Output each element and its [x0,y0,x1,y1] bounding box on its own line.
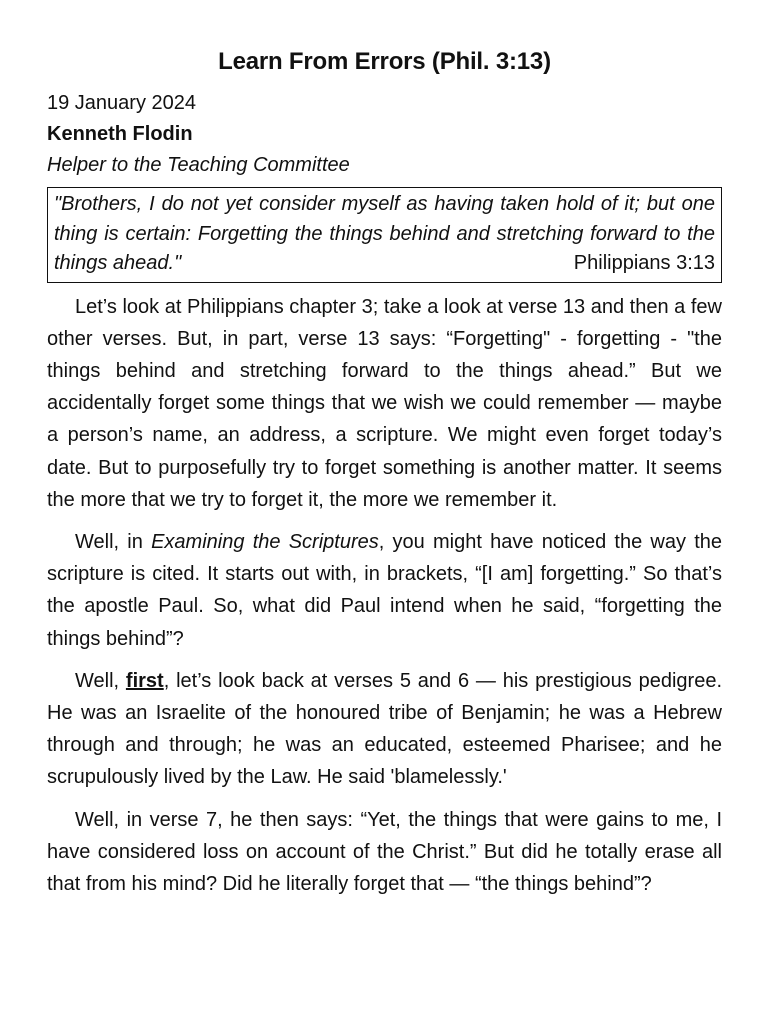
emphasis-first: first [125,669,164,692]
paragraph-1: Let’s look at Philippians chapter 3; take a look at verse 13 and then a few other verses. But, in part, verse 13 says: “Forgetting" - forgetting - "the things behind and stretching forward to the things ahead.” But we accidentally forget some things that we wish we could remember — maybe a person’s name, an address, a scripture. We might even forget today’s date. But to purposefully try to forget something is another matter. It seems the more that we try to forget it, the more we remember it. [47,295,722,511]
paragraph-2 [47,526,722,655]
paragraph-3-body: , let’s look back at verses 5 and 6 — his prestigious pedigree. He was an Israelite of the honoured tribe of Benjamin; he was a Hebrew through and through; he was an educated, esteemed Pharisee; and he scrupulously lived by the Law. He said 'blamelessly.' [47,669,723,789]
scripture-quote-box [47,187,722,283]
author-role: Helper to the Teaching Committee [47,154,350,176]
paragraph-3-lead: Well, [75,669,126,692]
paragraph-3 [47,665,722,794]
paragraph-4: Well, in verse 7, he then says: “Yet, the things that were gains to me, I have considered loss on account of the Christ.” But did he totally erase all that from his mind? Did he literally forget that — “the things behind”? [47,808,722,895]
paragraph-2-lead: Well, in [75,530,152,553]
quote-reference: Philippians 3:13 [573,252,715,274]
author-name: Kenneth Flodin [47,123,193,145]
document-title: Learn From Errors (Phil. 3:13) [218,48,551,75]
document-date: 19 January 2024 [47,92,197,114]
quote-text: "Brothers, I do not yet consider myself as having taken hold of it; but one thing is certain: Forgetting the things behind and stretching forward to the things ahead." [54,193,715,274]
book-title-reference: Examining the Scriptures [151,530,379,553]
paragraph-2-body: , you might have noticed the way the scripture is cited. It starts out with, in brackets, “[I am] forgetting.” So that’s the apostle Paul. So, what did Paul intend when he said, “forgetting the things behind”? [47,530,723,650]
